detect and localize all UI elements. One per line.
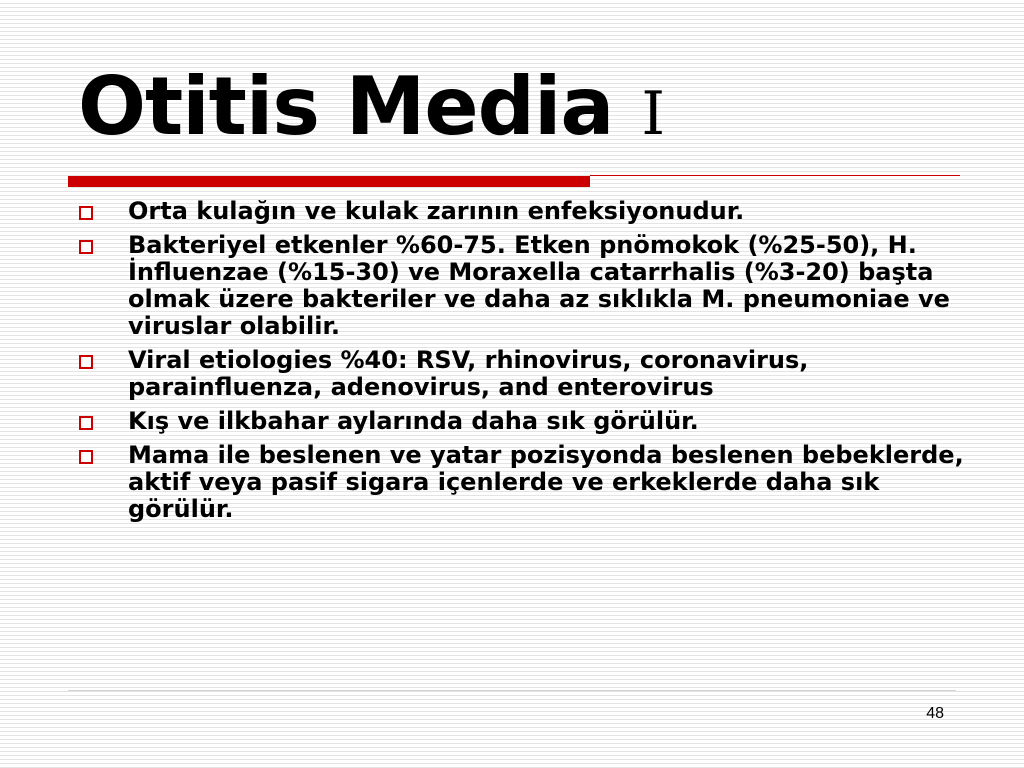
slide-title [78, 52, 664, 169]
title-underline-thin [590, 175, 960, 176]
title-underline-bar [68, 176, 590, 187]
hollow-square-icon [79, 206, 93, 220]
page-number: 48 [926, 705, 944, 722]
list-item [76, 442, 966, 523]
list-item [76, 198, 966, 225]
slide-title-text: Otitis Media [78, 60, 614, 153]
hollow-square-icon [79, 450, 93, 464]
hollow-square-icon [79, 240, 93, 254]
bullet-text: Kış ve ilkbahar aylarında daha sık görülür. [128, 407, 699, 435]
bullet-text: Mama ile beslenen ve yatar pozisyonda beslenen bebeklerde, aktif veya pasif sigara içenlerde ve erkeklerde daha sık görülür. [128, 441, 964, 523]
list-item [76, 347, 966, 401]
list-item [76, 232, 966, 340]
bullet-text: Bakteriyel etkenler %60-75. Etken pnömokok (%25-50), H. İnfluenzae (%15-30) ve Moraxella catarrhalis (%3-20) başta olmak üzere bakteriler ve daha az sıklıkla M. pneumoniae ve viruslar olabilir. [128, 231, 950, 340]
bullet-text: Orta kulağın ve kulak zarının enfeksiyonudur. [128, 197, 745, 225]
bullet-list [76, 198, 966, 530]
hollow-square-icon [79, 416, 93, 430]
hollow-square-icon [79, 355, 93, 369]
footer-divider [68, 690, 956, 691]
list-item [76, 408, 966, 435]
slide-title-numeral: I [641, 79, 665, 149]
bullet-text: Viral etiologies %40: RSV, rhinovirus, coronavirus, parainfluenza, adenovirus, and enterovirus [128, 346, 809, 401]
